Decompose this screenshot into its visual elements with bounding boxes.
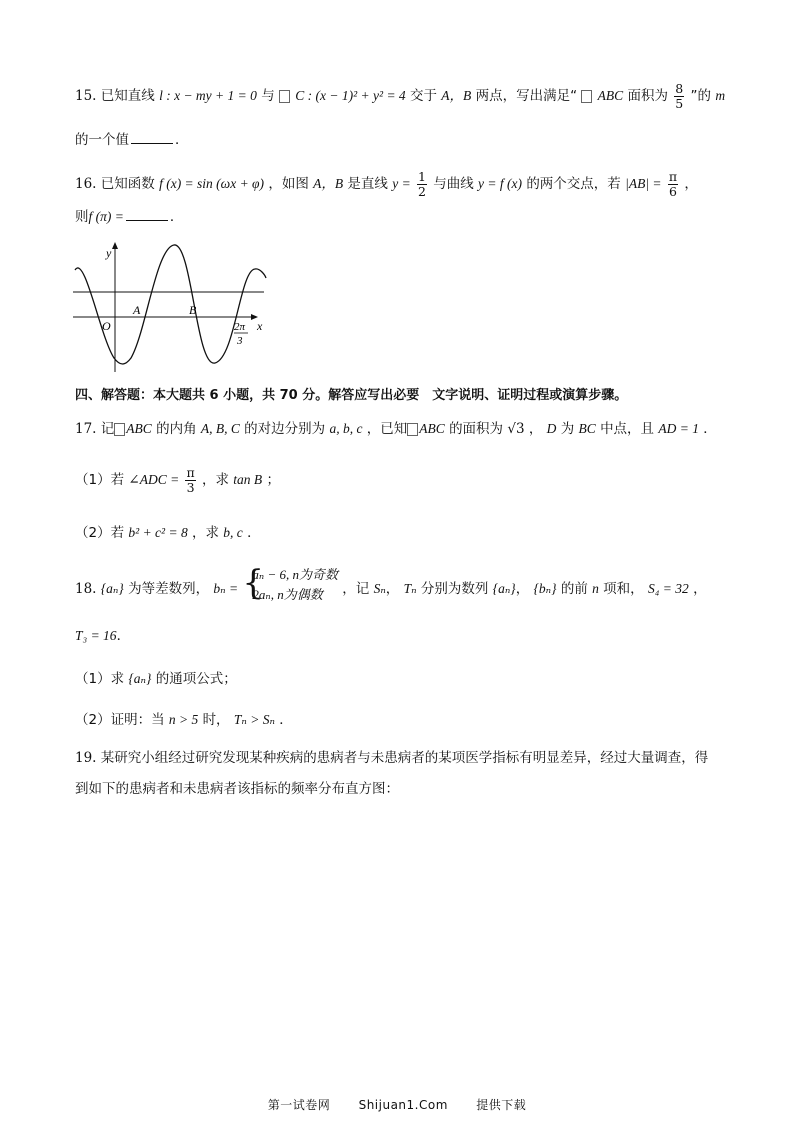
triangle-symbol-icon: [581, 90, 592, 103]
q18-number: 18.: [75, 581, 97, 597]
q17-number: 17.: [75, 421, 97, 437]
q15-number: 15.: [75, 88, 97, 104]
q15-answer-blank[interactable]: [131, 131, 173, 144]
x-label: x: [257, 319, 263, 333]
q16-half-fraction: $\frac{1}{2}$: [418, 169, 426, 199]
q15-line-equation: l : x − my + 1 = 0: [159, 88, 257, 103]
q18-line2: T₃ = 16．: [75, 628, 131, 644]
page-footer: [0, 1096, 794, 1113]
q17-part2: （2）若 b² + c² = 8 ，求 b, c ．: [75, 525, 261, 541]
q18-piecewise: { aₙ − 6, n为奇数 2aₙ, n为偶数: [242, 563, 338, 603]
q16-function: f (x) = sin (ωx + φ): [159, 176, 265, 191]
y-axis-arrow-icon: [112, 242, 118, 249]
q17-pi-third-fraction: $\frac{\pi}{3}$: [186, 465, 195, 495]
origin-label: O: [102, 319, 111, 333]
q16-line2: 则f (π) = ．: [75, 209, 184, 225]
q15-area-fraction: $\frac{8}{5}$: [675, 81, 684, 111]
q17-part1: （1）若 ∠ADC = $\frac{\pi}{3}$ ，求 tan B ；: [75, 465, 280, 495]
circle-symbol-icon: [279, 90, 290, 103]
q15-line2: 的一个值 ．: [75, 132, 189, 148]
q19-line1: 19. 某研究小组经过研究发现某种疾病的患病者与未患病者的某项医学指标有明显差异，经过大量调查，得: [75, 750, 709, 766]
triangle-symbol-icon: [407, 423, 418, 436]
q18-part2: （2）证明：当 n > 5 时， Tₙ > Sₙ ．: [75, 712, 293, 728]
q16-pi-fraction: $\frac{\pi}{6}$: [668, 169, 678, 199]
q17-line1: 17. 记 ABC 的内角 A, B, C 的对边分别为 a, b, c ，已知 ABC 的面积为 √3 ， D 为 BC 中点，且 AD = 1 ．: [75, 421, 717, 437]
section4-title: 四、解答题：本大题共 6 小题，共 70 分。解答应写出必要 文字说明、证明过程或演算步骤。: [75, 388, 628, 403]
q19-number: 19.: [75, 750, 97, 766]
footer-site-link[interactable]: Shijuan1.Com: [358, 1098, 448, 1112]
point-b-label: B: [189, 303, 197, 317]
q15-line1: 15. 已知直线 l : x − my + 1 = 0 与 C : (x − 1)² + y² = 4 交于 A，B 两点，写出满足“ ABC 面积为 $\frac{8}{5}$ ”的 m: [75, 81, 726, 111]
q16-number: 16.: [75, 176, 97, 192]
y-label: y: [106, 246, 112, 260]
tick-label-denominator: 3: [237, 335, 243, 347]
footer-site-name: 第一试卷网: [267, 1098, 331, 1112]
point-a-label: A: [133, 303, 141, 317]
footer-download-text: 提供下载: [476, 1098, 527, 1112]
q16-answer-blank[interactable]: [126, 208, 168, 221]
q15-circle-equation: C : (x − 1)² + y² = 4: [295, 88, 406, 103]
triangle-symbol-icon: [114, 423, 125, 436]
brace-icon: {: [242, 563, 265, 603]
q16-line1: 16. 已知函数 f (x) = sin (ωx + φ) ，如图 A，B 是直线 y = $\frac{1}{2}$ 与曲线 y = f (x) 的两个交点，若 |AB| = $\frac{\pi}{6}$ ，: [75, 169, 698, 199]
q19-line2: 到如下的患病者和未患病者该指标的频率分布直方图：: [75, 781, 399, 797]
tick-label-numerator: 2π: [234, 321, 246, 333]
q18-line1: 18. {aₙ} 为等差数列， bₙ = { aₙ − 6, n为奇数 2aₙ, n为偶数 ，记 Sₙ， Tₙ 分别为数列 {aₙ}， {bₙ} 的前 n 项和， S₄ = 32 ，: [75, 565, 707, 614]
q18-part1: （1）求 {aₙ} 的通项公式；: [75, 671, 237, 687]
sine-graph: [70, 240, 270, 375]
